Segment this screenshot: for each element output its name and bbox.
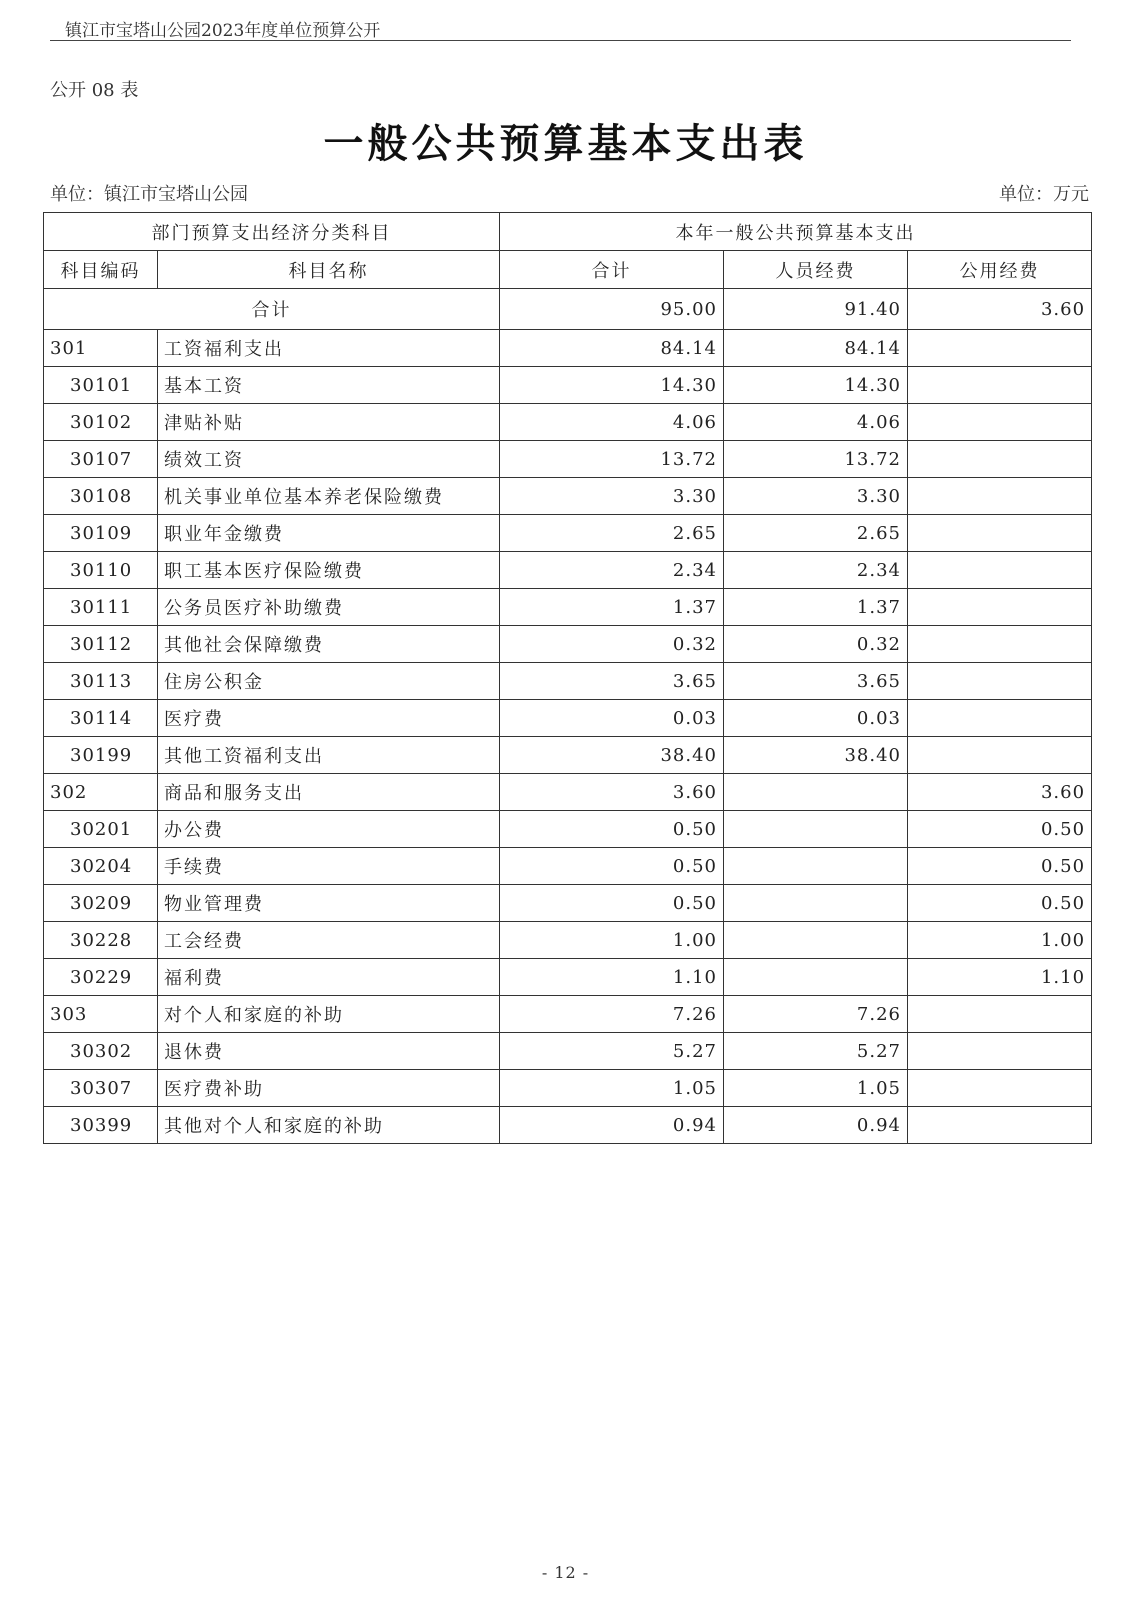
- cell-code: 30229: [44, 959, 158, 996]
- cell-code: 30113: [44, 663, 158, 700]
- cell-public: [908, 626, 1092, 663]
- cell-personnel: 84.14: [724, 330, 908, 367]
- cell-total: 0.94: [500, 1107, 724, 1144]
- table-row: [44, 885, 1092, 922]
- organization-unit: 单位：镇江市宝塔山公园: [50, 184, 248, 205]
- cell-public: [908, 996, 1092, 1033]
- group-header-basic-expenditure: 本年一般公共预算基本支出: [500, 213, 1092, 251]
- column-header-public: 公用经费: [908, 251, 1092, 289]
- cell-code: 30107: [44, 441, 158, 478]
- cell-personnel: 38.40: [724, 737, 908, 774]
- cell-personnel: 0.94: [724, 1107, 908, 1144]
- cell-name: 职业年金缴费: [158, 515, 500, 552]
- cell-total: 1.10: [500, 959, 724, 996]
- cell-personnel: 14.30: [724, 367, 908, 404]
- table-row: [44, 996, 1092, 1033]
- cell-total: 4.06: [500, 404, 724, 441]
- cell-total: 13.72: [500, 441, 724, 478]
- cell-total: 0.50: [500, 885, 724, 922]
- running-header-title: 镇江市宝塔山公园2023年度单位预算公开: [65, 21, 381, 41]
- cell-total: 1.37: [500, 589, 724, 626]
- cell-total: 0.03: [500, 700, 724, 737]
- cell-personnel: [724, 811, 908, 848]
- cell-personnel: [724, 848, 908, 885]
- group-header-economic-classification: 部门预算支出经济分类科目: [44, 213, 500, 251]
- cell-code: 30302: [44, 1033, 158, 1070]
- cell-total: 0.50: [500, 848, 724, 885]
- cell-public: 1.00: [908, 922, 1092, 959]
- table-row: [44, 1033, 1092, 1070]
- cell-total: 1.00: [500, 922, 724, 959]
- cell-public: 0.50: [908, 848, 1092, 885]
- cell-personnel: 1.05: [724, 1070, 908, 1107]
- cell-code: 30101: [44, 367, 158, 404]
- cell-name: 工会经费: [158, 922, 500, 959]
- cell-code: 30307: [44, 1070, 158, 1107]
- cell-name: 商品和服务支出: [158, 774, 500, 811]
- cell-personnel: 3.30: [724, 478, 908, 515]
- cell-public: 1.10: [908, 959, 1092, 996]
- cell-name: 基本工资: [158, 367, 500, 404]
- table-row: [44, 811, 1092, 848]
- cell-name: 其他对个人和家庭的补助: [158, 1107, 500, 1144]
- cell-public: [908, 441, 1092, 478]
- table-row: [44, 552, 1092, 589]
- cell-name: 机关事业单位基本养老保险缴费: [158, 478, 500, 515]
- cell-personnel: 1.37: [724, 589, 908, 626]
- table-row: [44, 330, 1092, 367]
- column-header-name: 科目名称: [158, 251, 500, 289]
- cell-name: 其他工资福利支出: [158, 737, 500, 774]
- cell-name: 其他社会保障缴费: [158, 626, 500, 663]
- cell-name: 津贴补贴: [158, 404, 500, 441]
- cell-public: [908, 1033, 1092, 1070]
- budget-table: [43, 212, 1092, 1144]
- cell-total: 3.30: [500, 478, 724, 515]
- cell-name: 物业管理费: [158, 885, 500, 922]
- cell-total: 3.65: [500, 663, 724, 700]
- cell-public: [908, 367, 1092, 404]
- cell-code: 30112: [44, 626, 158, 663]
- cell-name: 公务员医疗补助缴费: [158, 589, 500, 626]
- cell-total: 5.27: [500, 1033, 724, 1070]
- cell-code: 30102: [44, 404, 158, 441]
- table-row: [44, 626, 1092, 663]
- total-cell-total: 95.00: [500, 289, 724, 330]
- cell-total: 1.05: [500, 1070, 724, 1107]
- table-row: [44, 478, 1092, 515]
- cell-public: [908, 1107, 1092, 1144]
- table-row: [44, 848, 1092, 885]
- cell-total: 2.34: [500, 552, 724, 589]
- cell-personnel: 0.03: [724, 700, 908, 737]
- cell-name: 退休费: [158, 1033, 500, 1070]
- total-label: 合计: [44, 289, 500, 330]
- cell-personnel: 2.65: [724, 515, 908, 552]
- total-row: [44, 289, 1092, 330]
- table-row: [44, 367, 1092, 404]
- cell-code: 30110: [44, 552, 158, 589]
- cell-total: 38.40: [500, 737, 724, 774]
- cell-public: [908, 700, 1092, 737]
- table-row: [44, 515, 1092, 552]
- cell-code: 30108: [44, 478, 158, 515]
- cell-name: 医疗费补助: [158, 1070, 500, 1107]
- cell-total: 84.14: [500, 330, 724, 367]
- cell-personnel: 3.65: [724, 663, 908, 700]
- cell-name: 职工基本医疗保险缴费: [158, 552, 500, 589]
- cell-public: 0.50: [908, 885, 1092, 922]
- column-header-total: 合计: [500, 251, 724, 289]
- column-header-code: 科目编码: [44, 251, 158, 289]
- table-row: [44, 774, 1092, 811]
- page-title: 一般公共预算基本支出表: [323, 120, 808, 167]
- cell-public: [908, 589, 1092, 626]
- cell-personnel: [724, 959, 908, 996]
- cell-code: 30114: [44, 700, 158, 737]
- cell-personnel: 7.26: [724, 996, 908, 1033]
- cell-personnel: 13.72: [724, 441, 908, 478]
- cell-total: 0.50: [500, 811, 724, 848]
- cell-total: 7.26: [500, 996, 724, 1033]
- cell-personnel: [724, 885, 908, 922]
- cell-code: 301: [44, 330, 158, 367]
- table-row: [44, 922, 1092, 959]
- cell-code: 30228: [44, 922, 158, 959]
- cell-personnel: [724, 922, 908, 959]
- cell-code: 30199: [44, 737, 158, 774]
- table-row: [44, 441, 1092, 478]
- cell-code: 30109: [44, 515, 158, 552]
- table-row: [44, 737, 1092, 774]
- cell-code: 30201: [44, 811, 158, 848]
- cell-public: [908, 552, 1092, 589]
- total-cell-personnel: 91.40: [724, 289, 908, 330]
- column-header-row: [44, 251, 1092, 289]
- cell-public: [908, 515, 1092, 552]
- table-row: [44, 589, 1092, 626]
- table-row: [44, 1107, 1092, 1144]
- table-row: [44, 1070, 1092, 1107]
- table-row: [44, 700, 1092, 737]
- page-number: - 12 -: [541, 1563, 590, 1582]
- table-row: [44, 959, 1092, 996]
- total-cell-public: 3.60: [908, 289, 1092, 330]
- cell-name: 办公费: [158, 811, 500, 848]
- cell-name: 福利费: [158, 959, 500, 996]
- cell-code: 30111: [44, 589, 158, 626]
- cell-public: 3.60: [908, 774, 1092, 811]
- cell-public: [908, 478, 1092, 515]
- cell-personnel: [724, 774, 908, 811]
- cell-public: 0.50: [908, 811, 1092, 848]
- cell-code: 30209: [44, 885, 158, 922]
- cell-name: 手续费: [158, 848, 500, 885]
- cell-personnel: 4.06: [724, 404, 908, 441]
- cell-public: [908, 737, 1092, 774]
- table-number: 公开 08 表: [50, 80, 139, 101]
- header-divider: [50, 40, 1071, 41]
- cell-code: 30399: [44, 1107, 158, 1144]
- cell-code: 302: [44, 774, 158, 811]
- cell-personnel: 0.32: [724, 626, 908, 663]
- cell-name: 工资福利支出: [158, 330, 500, 367]
- cell-personnel: 5.27: [724, 1033, 908, 1070]
- header-group-row: [44, 213, 1092, 251]
- cell-name: 对个人和家庭的补助: [158, 996, 500, 1033]
- cell-public: [908, 1070, 1092, 1107]
- cell-public: [908, 330, 1092, 367]
- cell-public: [908, 404, 1092, 441]
- cell-public: [908, 663, 1092, 700]
- cell-total: 14.30: [500, 367, 724, 404]
- cell-name: 住房公积金: [158, 663, 500, 700]
- cell-total: 2.65: [500, 515, 724, 552]
- cell-name: 医疗费: [158, 700, 500, 737]
- currency-unit: 单位：万元: [999, 184, 1089, 205]
- cell-code: 303: [44, 996, 158, 1033]
- cell-code: 30204: [44, 848, 158, 885]
- column-header-personnel: 人员经费: [724, 251, 908, 289]
- table-row: [44, 663, 1092, 700]
- cell-personnel: 2.34: [724, 552, 908, 589]
- cell-total: 0.32: [500, 626, 724, 663]
- table-row: [44, 404, 1092, 441]
- cell-total: 3.60: [500, 774, 724, 811]
- cell-name: 绩效工资: [158, 441, 500, 478]
